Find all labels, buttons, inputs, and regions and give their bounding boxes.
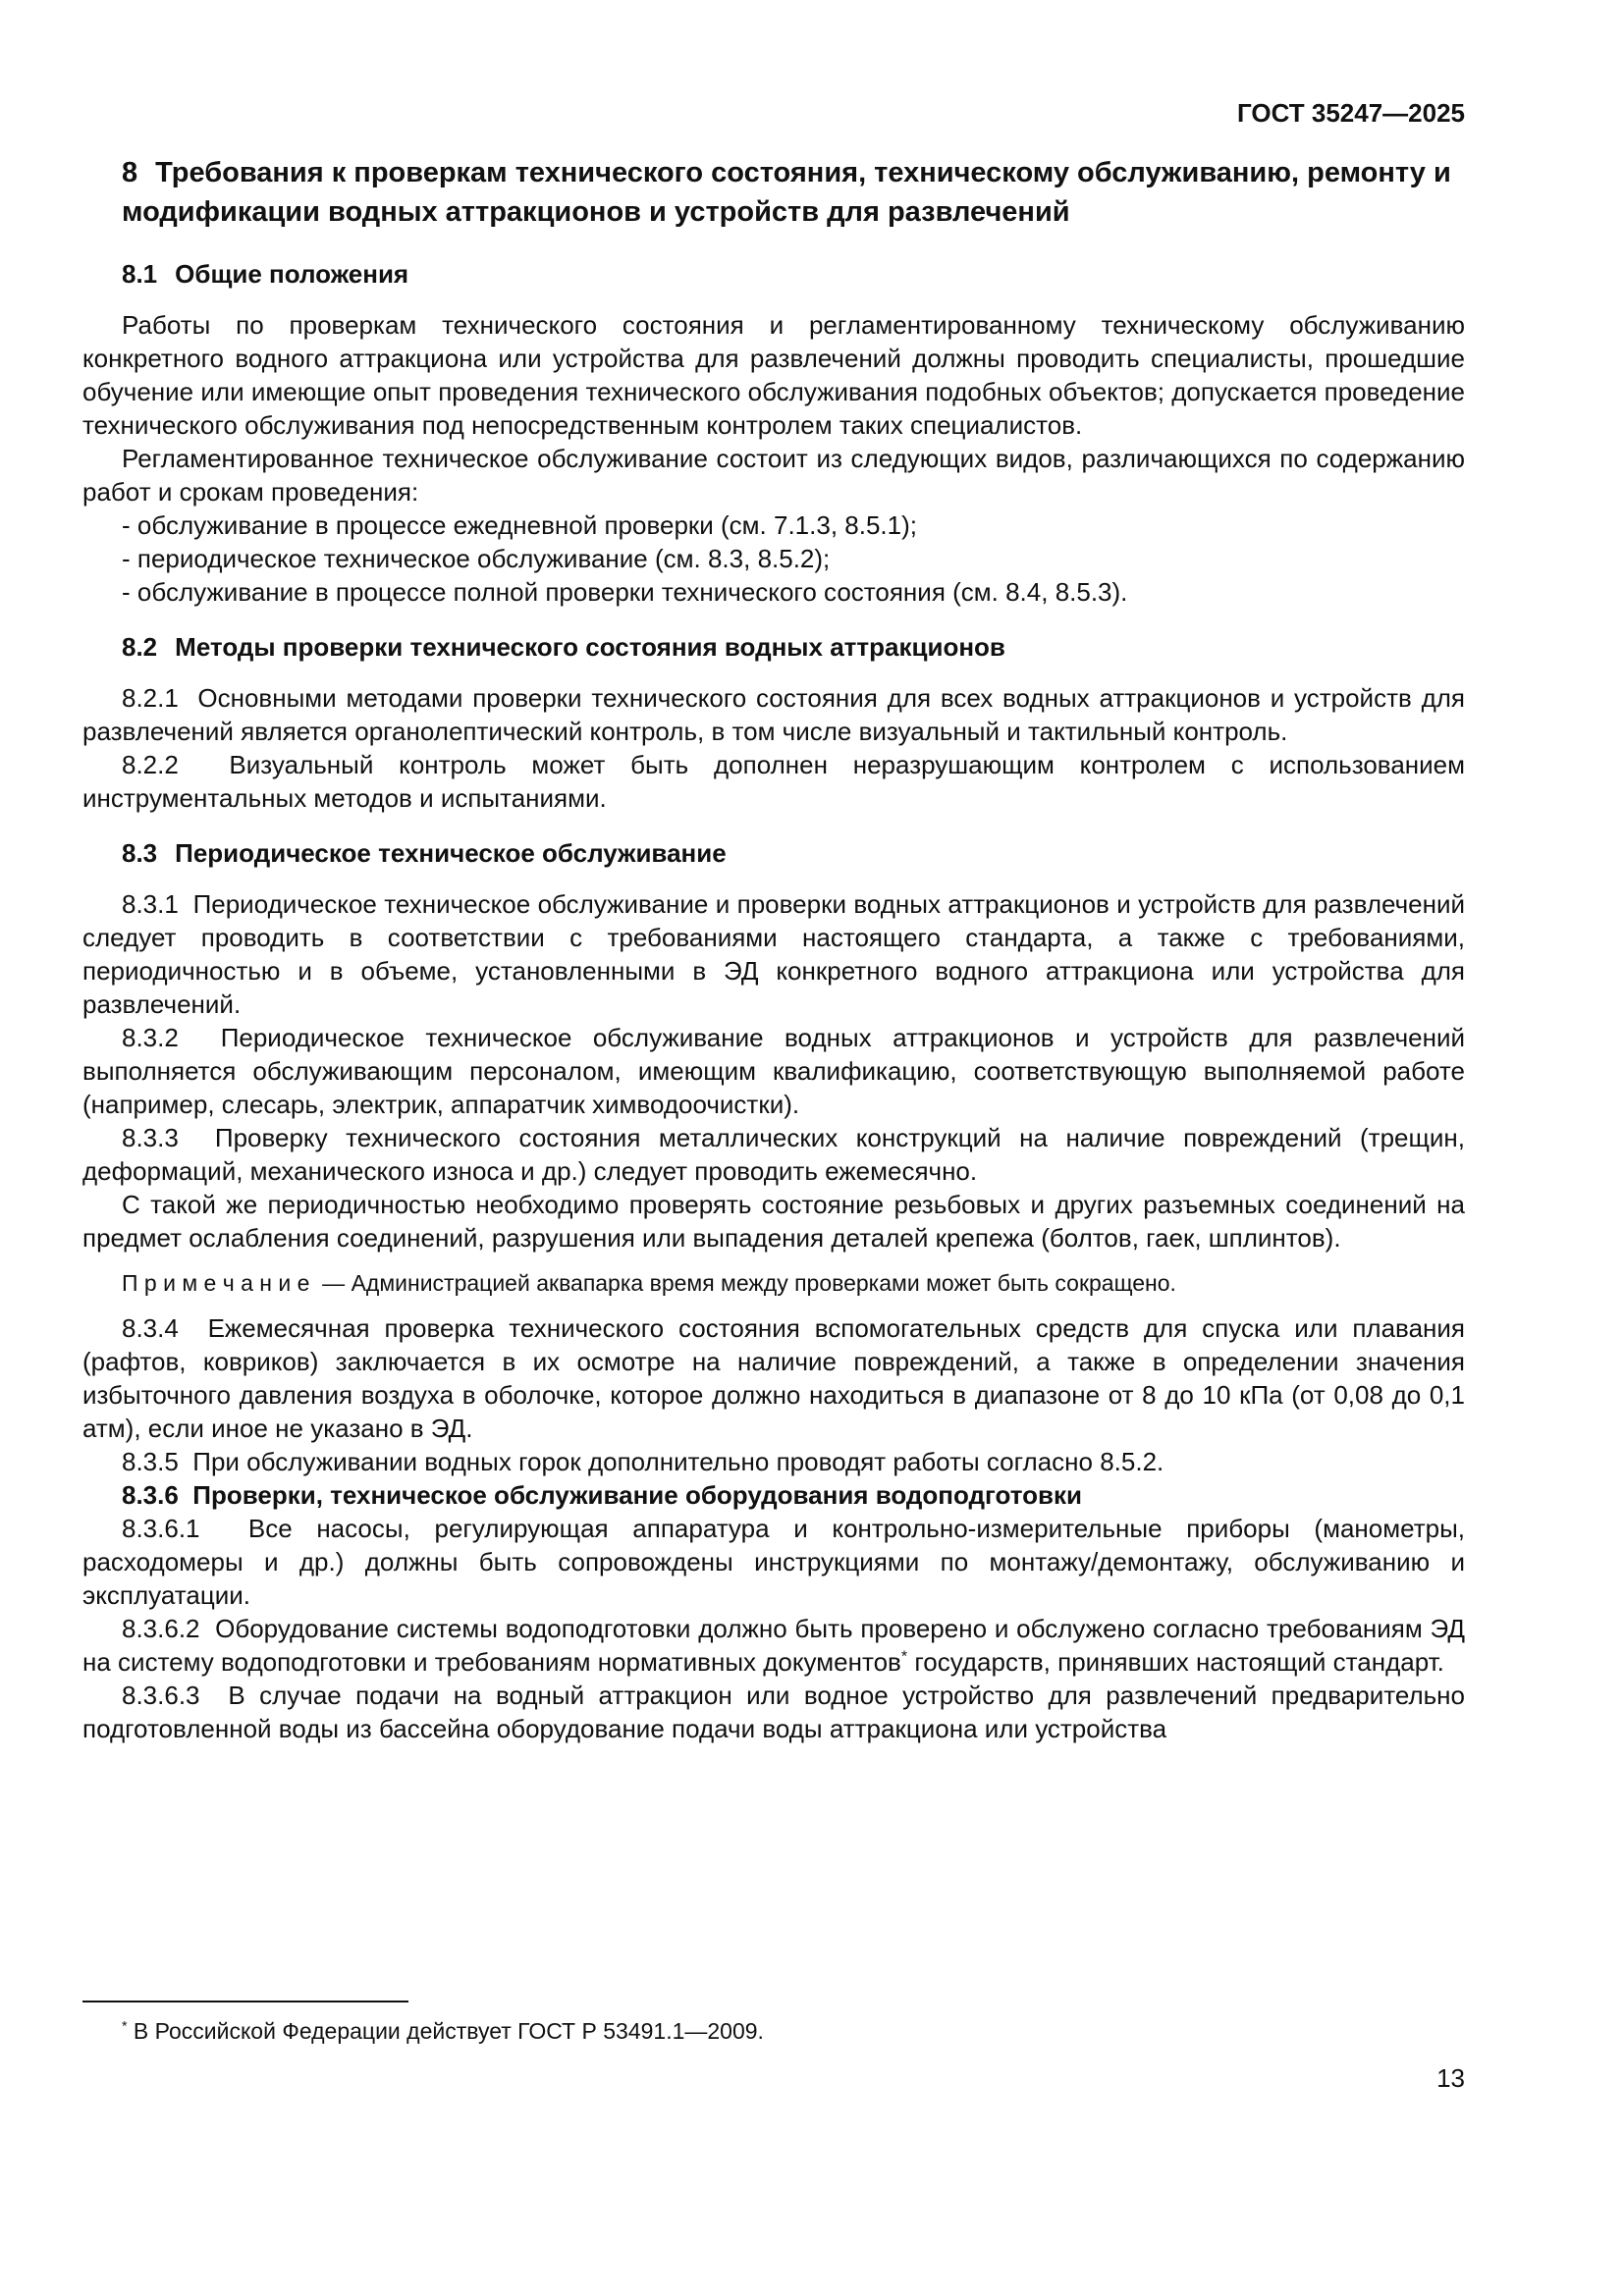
footnote-body: В Российской Федерации действует ГОСТ Р 53491.1—2009. <box>127 2018 764 2044</box>
section-8-heading <box>82 153 1465 232</box>
footnote-marker: * <box>900 1647 908 1666</box>
para-8-3-6-1: 8.3.6.1 Все насосы, регулирующая аппаратура и контрольно-измерительные приборы (манометры, расходомеры и др.) должны быть сопровождены инструкциями по монтажу/демонтажу, обслуживанию и эксплуатации. <box>82 1514 1465 1610</box>
para-8-3-5: 8.3.5 При обслуживании водных горок дополнительно проводят работы согласно 8.5.2. <box>122 1447 1164 1476</box>
para-8-3-6-3: 8.3.6.3 В случае подачи на водный аттракцион или водное устройство для развлечений предварительно подготовленной воды из бассейна оборудование подачи воды аттракциона или устройства <box>82 1681 1465 1743</box>
footnote-marker: * <box>122 2018 128 2035</box>
heading-number: 8.3 <box>122 838 158 868</box>
para-8-3-3-continued: С такой же периодичностью необходимо проверять состояние резьбовых и других разъемных соединений на предмет ослабления соединений, разрушения или выпадения деталей крепежа (болтов, гаек, шплинтов). <box>82 1190 1465 1253</box>
heading-text: Общие положения <box>175 259 409 289</box>
heading-text: Требования к проверкам технического состояния, техническому обслуживанию, ремонту и модификации водных аттракционов и устройств для развлечений <box>122 157 1451 228</box>
section-8-1-heading <box>82 257 1465 291</box>
list-item-periodic-maintenance: - периодическое техническое обслуживание (см. 8.3, 8.5.2); <box>122 544 831 573</box>
footnote-divider <box>82 2001 408 2002</box>
para-8-3-3: 8.3.3 Проверку технического состояния металлических конструкций на наличие повреждений (трещин, деформаций, механического износа и др.) следует проводить ежемесячно. <box>82 1123 1465 1186</box>
para-8-1-intro: Работы по проверкам технического состояния и регламентированному техническому обслуживанию конкретного водного аттракциона или устройства для развлечений должны проводить специалисты, прошедшие обучение или имеющие опыт проведения технического обслуживания подобных объектов; допускается проведение технического обслуживания под непосредственным контролем таких специалистов. <box>82 310 1465 440</box>
para-8-3-1: 8.3.1 Периодическое техническое обслуживание и проверки водных аттракционов и устройств для развлечений следует проводить в соответствии с требованиями настоящего стандарта, а также с требованиями, периодичностью и в объеме, установленными в ЭД конкретного водного аттракциона или устройства для развлечений. <box>82 889 1465 1019</box>
heading-text: Методы проверки технического состояния водных аттракционов <box>175 632 1005 662</box>
heading-number: 8.1 <box>122 259 158 289</box>
heading-text: Периодическое техническое обслуживание <box>175 838 727 868</box>
section-8-3-heading <box>82 836 1465 870</box>
footnote-text <box>82 2016 1465 2046</box>
page-number: 13 <box>1436 2063 1465 2093</box>
footnote-area <box>82 2001 1465 2046</box>
para-8-3-6-2 <box>82 1612 1465 1679</box>
section-8-2-heading <box>82 630 1465 664</box>
para-8-2-2: 8.2.2 Визуальный контроль может быть дополнен неразрушающим контролем с использованием инструментальных методов и испытаниями. <box>82 750 1465 813</box>
para-8-1-kinds: Регламентированное техническое обслуживание состоит из следующих видов, различающихся по содержанию работ и срокам проведения: <box>82 444 1465 507</box>
para-8-3-2: 8.3.2 Периодическое техническое обслуживание водных аттракционов и устройств для развлечений выполняется обслуживающим персоналом, имеющим квалификацию, соответствующую выполняемой работе (например, слесарь, электрик, аппаратчик химводоочистки). <box>82 1023 1465 1119</box>
para-8-3-4: 8.3.4 Ежемесячная проверка технического состояния вспомогательных средств для спуска или плавания (рафтов, ковриков) заключается в их осмотре на наличие повреждений, а также в определении значения избыточного давления воздуха в оболочке, которое должно находиться в диапазоне от 8 до 10 кПа (от 0,08 до 0,1 атм), если иное не указано в ЭД. <box>82 1313 1465 1443</box>
page-content <box>82 98 1465 1745</box>
note-aquapark-admin: П р и м е ч а н и е — Администрацией аквапарка время между проверками может быть сокращено. <box>122 1270 1176 1296</box>
heading-number: 8.2 <box>122 632 158 662</box>
para-text: 8.3.6.2 Оборудование системы водоподготовки должно быть проверено и обслужено согласно требованиям ЭД на систему водоподготовки и требованиям нормативных документов <box>82 1614 1465 1677</box>
heading-number: 8 <box>122 157 138 188</box>
heading-8-3-6: 8.3.6 Проверки, техническое обслуживание оборудования водоподготовки <box>122 1480 1082 1510</box>
doc-number-header: ГОСТ 35247—2025 <box>1237 98 1465 128</box>
list-item-daily-check: - обслуживание в процессе ежедневной проверки (см. 7.1.3, 8.5.1); <box>122 510 917 540</box>
list-item-full-check: - обслуживание в процессе полной проверки технического состояния (см. 8.4, 8.5.3). <box>122 577 1128 607</box>
para-8-2-1: 8.2.1 Основными методами проверки технического состояния для всех водных аттракционов и устройств для развлечений является органолептический контроль, в том числе визуальный и тактильный контроль. <box>82 683 1465 746</box>
para-text: государств, принявших настоящий стандарт. <box>907 1647 1444 1677</box>
